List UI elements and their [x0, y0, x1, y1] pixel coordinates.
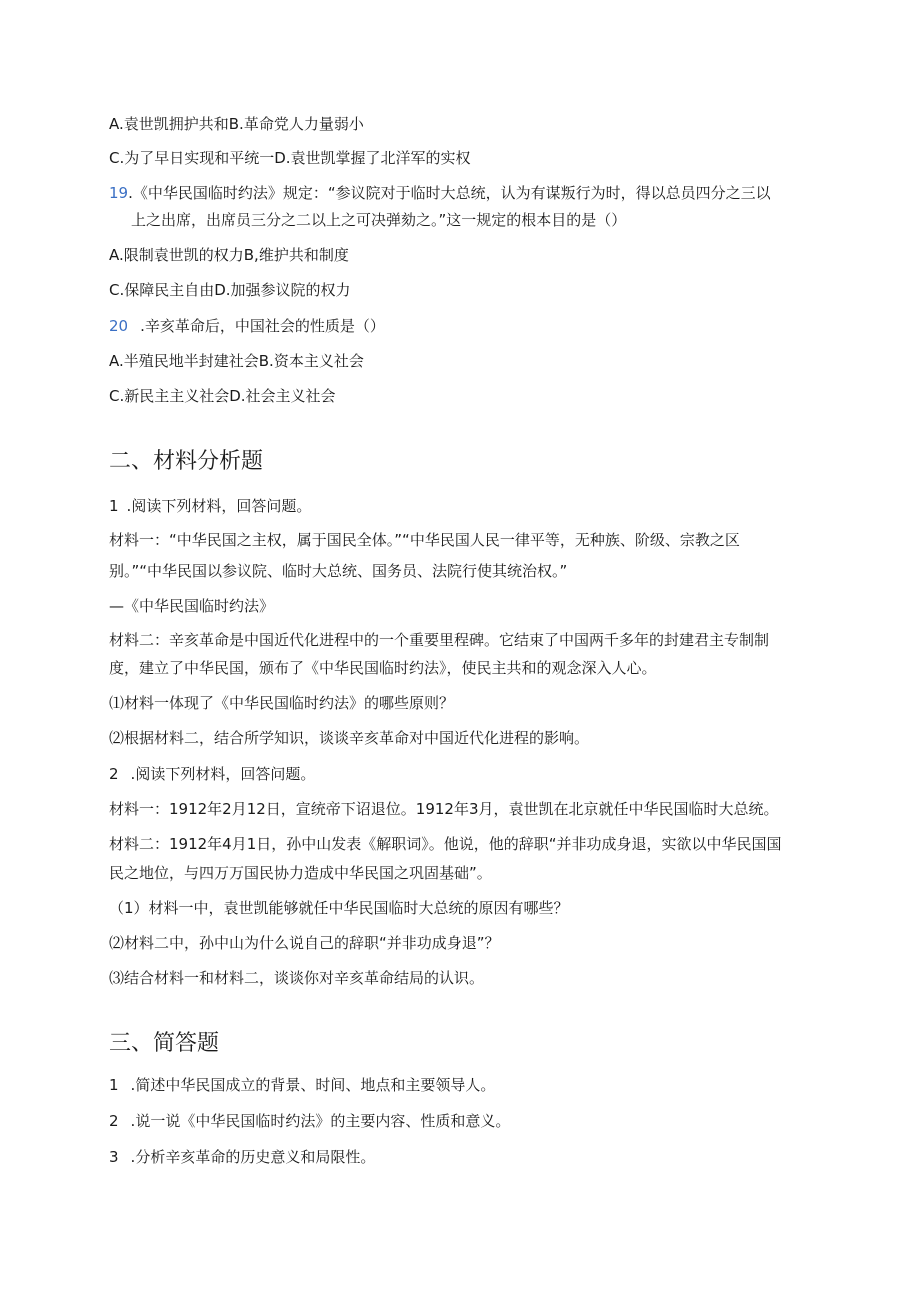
s2-q2-material1: 材料一：1912年2月12日，宣统帝下诏退位。1912年3月，袁世凯在北京就任中华民国临时大总统。 [109, 800, 779, 818]
q19-text: .《中华民国临时约法》规定：“参议院对于临时大总统，认为有谋叛行为时，得以总员四分之三以 [128, 184, 771, 202]
s2-q2-material2-line1: 材料二：1912年4月1日，孙中山发表《解职词》。他说，他的辞职“并非功成身退，实欲以中华民国国 [109, 835, 782, 853]
s2-q2-intro-text: .阅读下列材料，回答问题。 [130, 765, 316, 783]
s2-q2-sub1: （1）材料一中，袁世凯能够就任中华民国临时大总统的原因有哪些？ [109, 899, 569, 917]
q19-line2: 上之出席，出席员三分之二以上之可决弹劾之。”这一规定的根本目的是（） [131, 211, 627, 229]
q19-number: 19 [109, 184, 129, 202]
q19-options-ab: A.限制袁世凯的权力B,维护共和制度 [109, 246, 349, 264]
s2-q2-intro [109, 764, 315, 784]
q20-options-ab: A.半殖民地半封建社会B.资本主义社会 [109, 352, 364, 370]
s3-item-1-number: 1 [109, 1076, 119, 1094]
s2-q1-sub1: ⑴材料一体现了《中华民国临时约法》的哪些原则？ [109, 694, 455, 712]
s2-q2-sub3: ⑶结合材料一和材料二，谈谈你对辛亥革命结局的认识。 [109, 969, 485, 987]
q20-number: 20 [109, 317, 129, 335]
s2-q1-sub2: ⑵根据材料二，结合所学知识，谈谈辛亥革命对中国近代化进程的影响。 [109, 729, 590, 747]
s3-item-2-text: .说一说《中华民国临时约法》的主要内容、性质和意义。 [130, 1112, 511, 1130]
q20-line [109, 316, 385, 336]
s2-q2-sub2: ⑵材料二中，孙中山为什么说自己的辞职“并非功成身退”？ [109, 934, 500, 952]
q20-text: .辛亥革命后，中国社会的性质是（） [140, 317, 385, 335]
s3-item-3 [109, 1147, 375, 1167]
s2-q1-material1-source: —《中华民国临时约法》 [109, 597, 275, 615]
s3-item-3-text: .分析辛亥革命的历史意义和局限性。 [130, 1148, 376, 1166]
q19-line1 [109, 183, 771, 203]
s3-item-1 [109, 1075, 495, 1095]
s2-q1-material2-line1: 材料二：辛亥革命是中国近代化进程中的一个重要里程碑。它结束了中国两千多年的封建君主专制制 [109, 631, 770, 649]
section2-heading: 二、材料分析题 [109, 449, 264, 474]
s3-item-2-number: 2 [109, 1112, 119, 1130]
q18-options-cd: C.为了早日实现和平统一D.袁世凯掌握了北洋军的实权 [109, 149, 471, 167]
q18-options-ab: A.袁世凯拥护共和B.革命党人力量弱小 [109, 115, 364, 133]
s3-item-2 [109, 1111, 510, 1131]
s3-item-1-text: .简述中华民国成立的背景、时间、地点和主要领导人。 [130, 1076, 496, 1094]
s2-q2-number: 2 [109, 765, 119, 783]
s2-q1-intro [109, 496, 311, 516]
s2-q1-number: 1 [109, 497, 119, 515]
s2-q1-material1-line2: 别。”“中华民国以参议院、临时大总统、国务员、法院行使其统治权。” [109, 562, 568, 580]
s2-q1-material2-line2: 度，建立了中华民国，颁布了《中华民国临时约法》，使民主共和的观念深入人心。 [109, 659, 657, 677]
s3-item-3-number: 3 [109, 1148, 119, 1166]
s2-q1-material1-line1: 材料一：“中华民国之主权，属于国民全体。”“中华民国人民一律平等，无种族、阶级、宗教之区 [109, 531, 740, 549]
q20-options-cd: C.新民主主义社会D.社会主义社会 [109, 387, 336, 405]
s2-q2-material2-line2: 民之地位，与四万万国民协力造成中华民国之巩固基础”。 [109, 864, 492, 882]
q19-options-cd: C.保障民主自由D.加强参议院的权力 [109, 281, 351, 299]
section3-heading: 三、简答题 [109, 1031, 220, 1056]
s2-q1-intro-text: .阅读下列材料，回答问题。 [126, 497, 312, 515]
